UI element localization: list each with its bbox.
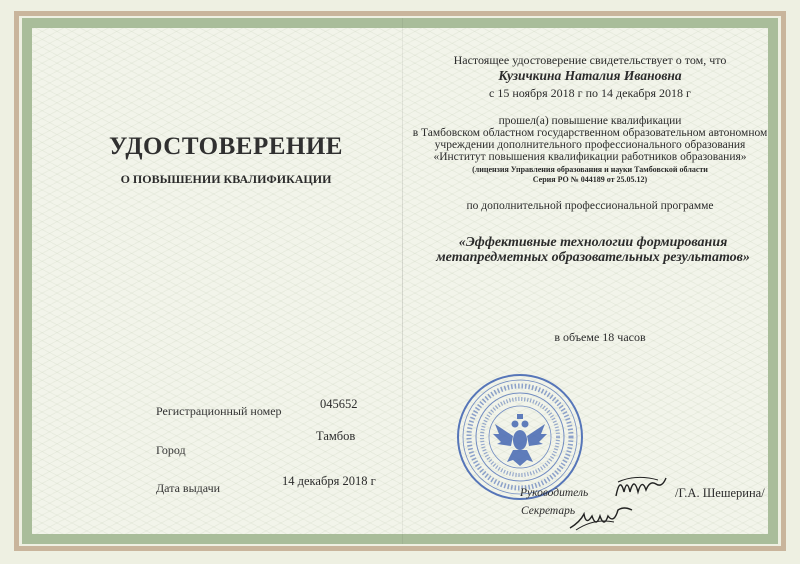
secretary-label: Секретарь (521, 505, 576, 517)
completed-text: прошел(а) повышение квалификации (498, 115, 682, 127)
intro-text: Настоящее удостоверение свидетельствует о том, что (453, 53, 727, 67)
city-label: Город (156, 443, 186, 457)
license-series: Серия РО № 044189 от 25.05.12) (532, 175, 648, 184)
institution-line-1: в Тамбовском областном государственном образовательном автономном (412, 127, 768, 139)
page-fold (402, 18, 403, 544)
program-line-1: «Эффективные технологии формирования (458, 235, 728, 250)
director-signature (612, 470, 668, 504)
issue-date-value: 14 декабря 2018 г (282, 474, 376, 488)
hours-volume: в объеме 18 часов (554, 330, 646, 344)
secretary-signature (566, 500, 636, 534)
license-line: (лицензия Управления образования и науки Тамбовской области (472, 165, 708, 174)
city-value: Тамбов (316, 429, 356, 443)
holder-name: Кузичкина Наталия Ивановна (498, 68, 682, 83)
issue-date-label: Дата выдачи (156, 481, 221, 495)
reg-number-value: 045652 (320, 397, 358, 411)
certificate-title: УДОСТОВЕРЕНИЕ (109, 133, 343, 160)
reg-number-label: Регистрационный номер (156, 404, 282, 418)
director-name: /Г.А. Шешерина/ (675, 486, 765, 500)
state-emblem-seal (455, 372, 585, 502)
program-intro: по дополнительной профессиональной программе (466, 200, 714, 212)
program-line-2: метапредметных образовательных результатов» (436, 250, 750, 265)
certificate-subtitle: О ПОВЫШЕНИИ КВАЛИФИКАЦИИ (120, 172, 332, 186)
director-label: Руководитель (520, 487, 589, 499)
institution-line-2: учреждении дополнительного профессионального образования (434, 139, 746, 151)
institution-line-3: «Институт повышения квалификации работников образования» (433, 151, 747, 163)
study-period: с 15 ноября 2018 г по 14 декабря 2018 г (489, 86, 691, 100)
